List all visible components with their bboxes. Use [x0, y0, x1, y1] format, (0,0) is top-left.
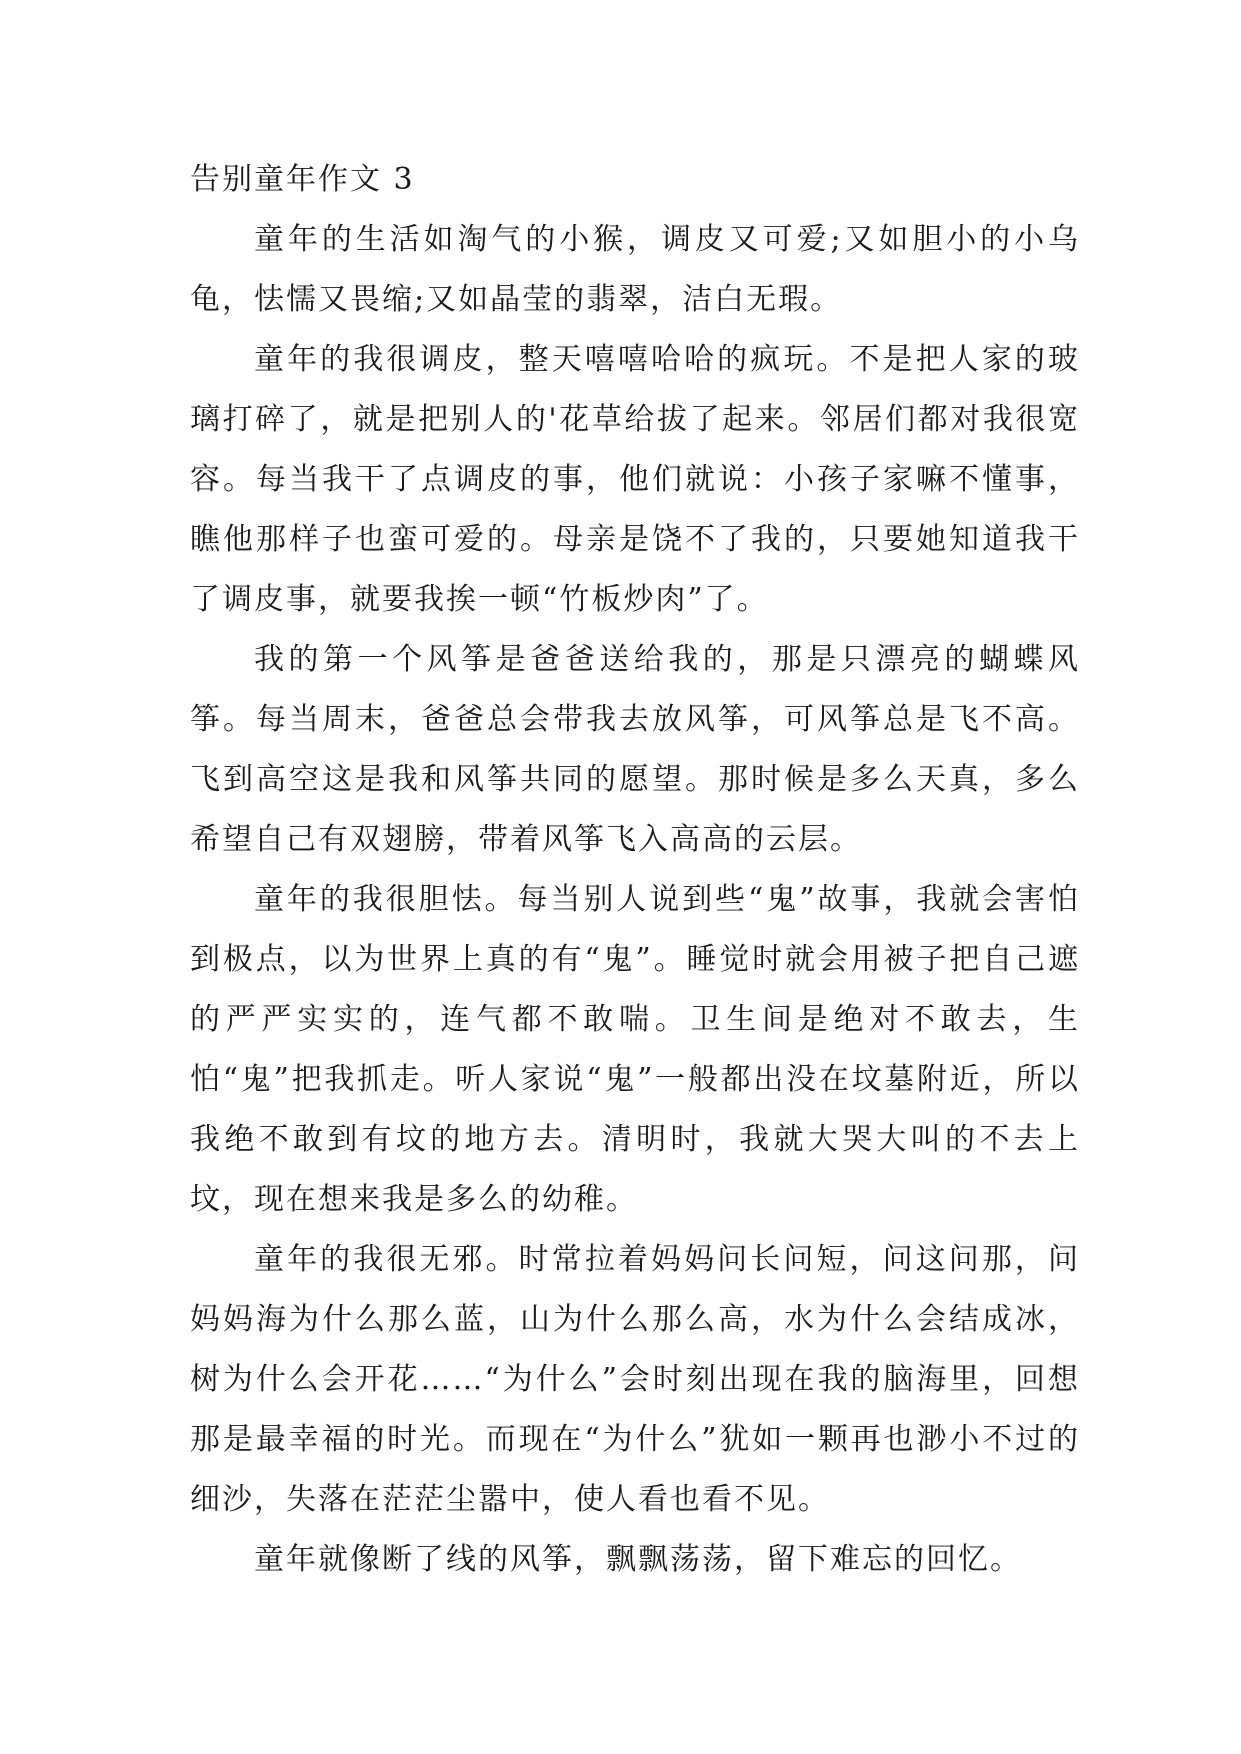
- paragraph: 童年的生活如淘气的小猴，调皮又可爱;又如胆小的小乌龟，怯懦又畏缩;又如晶莹的翡翠，洁白无瑕。: [190, 222, 1080, 317]
- paragraph: 童年的我很无邪。时常拉着妈妈问长问短，问这问那，问妈妈海为什么那么蓝，山为什么那么高，水为什么会结成冰，树为什么会开花……“为什么”会时刻出现在我的脑海里，回想那是最幸福的时光。而现在“为什么”犹如一颗再也渺小不过的细沙，失落在茫茫尘嚣中，使人看也看不见。: [190, 1242, 1080, 1517]
- paragraph: 童年的我很调皮，整天嘻嘻哈哈的疯玩。不是把人家的玻璃打碎了，就是把别人的'花草给拔了起来。邻居们都对我很宽容。每当我干了点调皮的事，他们就说：小孩子家嘛不懂事，瞧他那样子也蛮可爱的。母亲是饶不了我的，只要她知道我干了调皮事，就要我挨一顿“竹板炒肉”了。: [190, 342, 1080, 617]
- paragraph: 童年的我很胆怯。每当别人说到些“鬼”故事，我就会害怕到极点，以为世界上真的有“鬼”。睡觉时就会用被子把自己遮的严严实实的，连气都不敢喘。卫生间是绝对不敢去，生怕“鬼”把我抓走。听人家说“鬼”一般都出没在坟墓附近，所以我绝不敢到有坟的地方去。清明时，我就大哭大叫的不去上坟，现在想来我是多么的幼稚。: [190, 882, 1080, 1217]
- paragraph: 童年就像断了线的风筝，飘飘荡荡，留下难忘的回忆。: [254, 1542, 1022, 1577]
- document-title: 告别童年作文 3: [190, 162, 415, 197]
- paragraph: 我的第一个风筝是爸爸送给我的，那是只漂亮的蝴蝶风筝。每当周末，爸爸总会带我去放风筝，可风筝总是飞不高。飞到高空这是我和风筝共同的愿望。那时候是多么天真，多么希望自己有双翅膀，带着风筝飞入高高的云层。: [190, 642, 1080, 857]
- document-body: [190, 150, 1080, 1590]
